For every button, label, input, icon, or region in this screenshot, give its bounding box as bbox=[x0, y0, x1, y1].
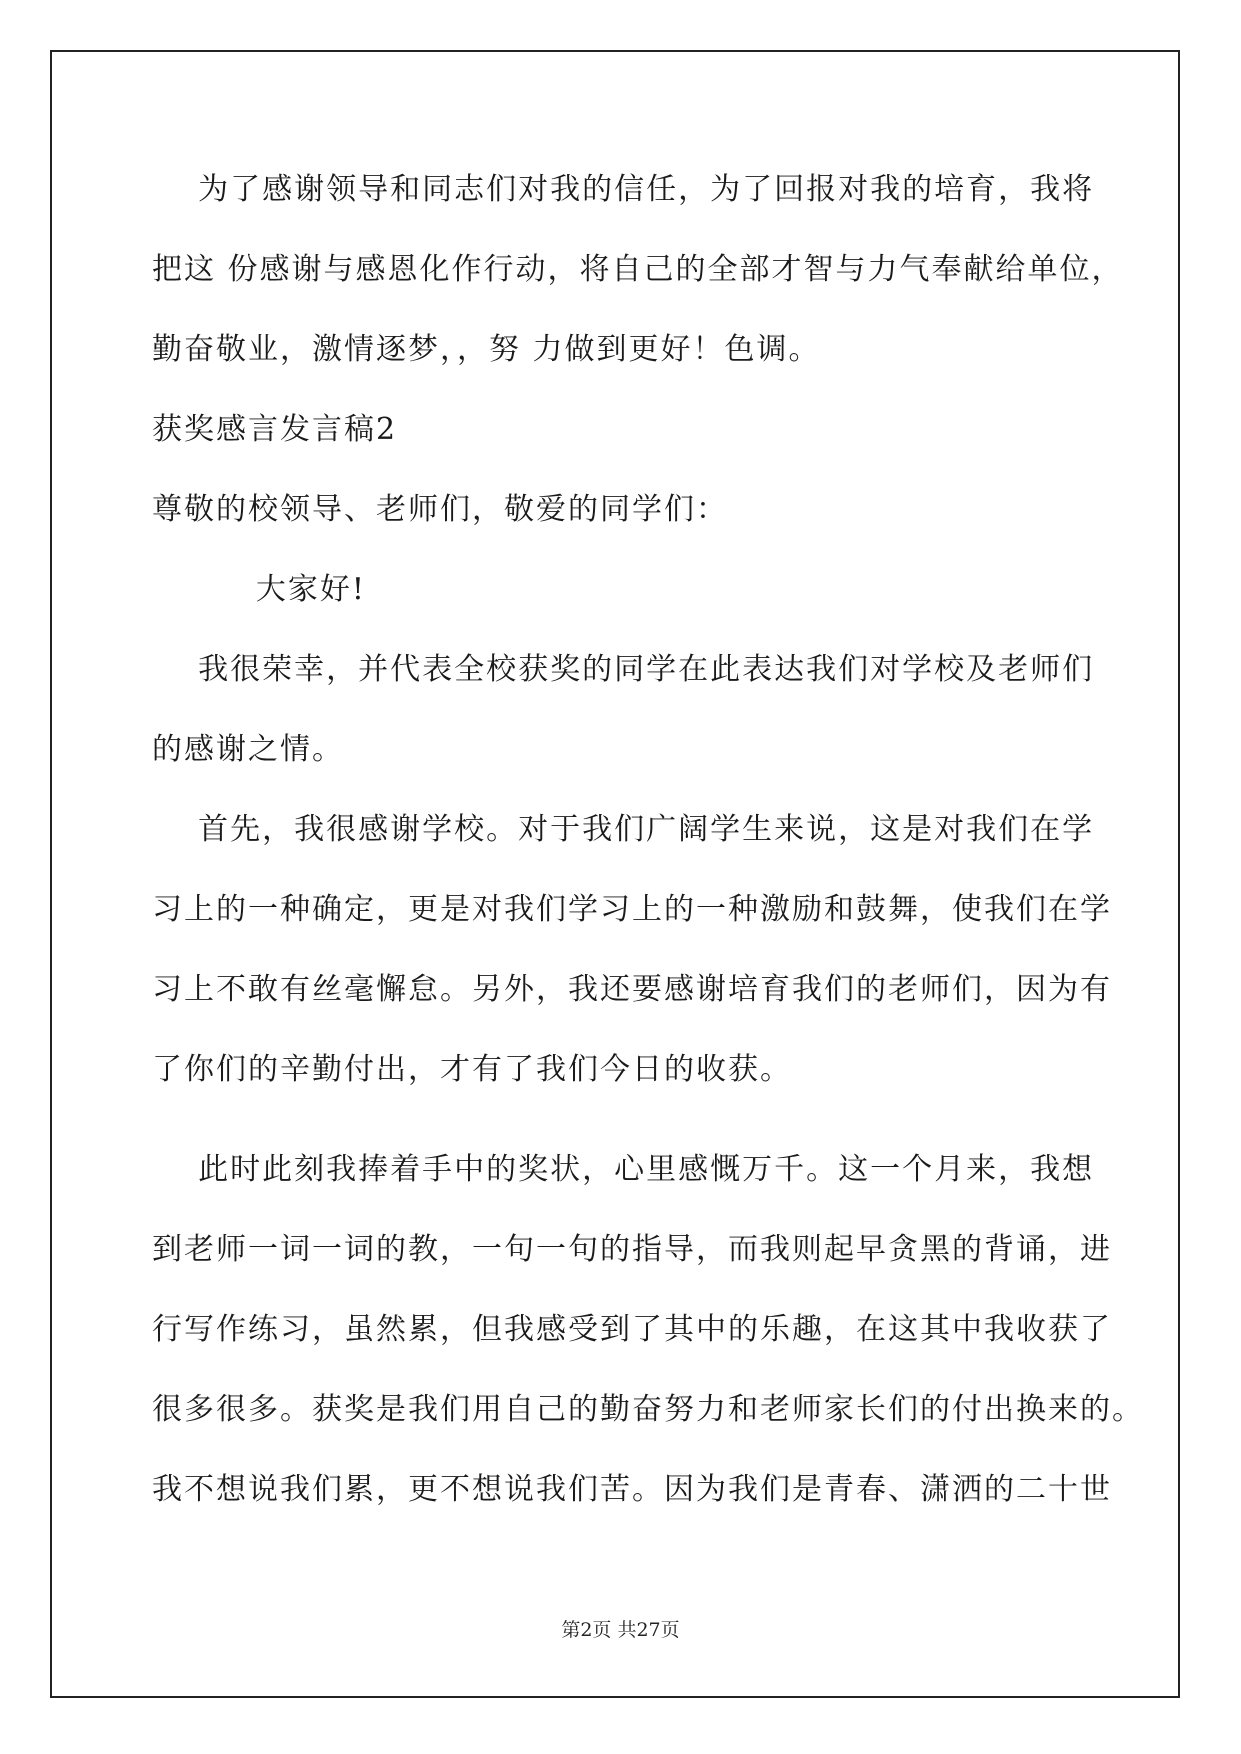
greeting: 大家好! bbox=[152, 572, 366, 607]
text-line-14: 到老师一词一词的教，一句一句的指导，而我则起早贪黑的背诵，进 bbox=[152, 1232, 1112, 1267]
text-line-1: 为了感谢领导和同志们对我的信任，为了回报对我的培育，我将 bbox=[152, 172, 1095, 207]
text-line-15: 行写作练习，虽然累，但我感受到了其中的乐趣，在这其中我收获了 bbox=[152, 1312, 1112, 1347]
text-line-8: 的感谢之情。 bbox=[152, 732, 344, 767]
text-line-7: 我很荣幸，并代表全校获奖的同学在此表达我们对学校及老师们 bbox=[152, 652, 1095, 687]
text-line-17: 我不想说我们累，更不想说我们苦。因为我们是青春、潇洒的二十世 bbox=[152, 1472, 1112, 1507]
page-number-footer: 第2页 共27页 bbox=[561, 1619, 680, 1641]
text-line-9: 首先，我很感谢学校。对于我们广阔学生来说，这是对我们在学 bbox=[152, 812, 1095, 847]
text-line-16: 很多很多。获奖是我们用自己的勤奋努力和老师家长们的付出换来的。 bbox=[152, 1392, 1144, 1427]
text-line-12: 了你们的辛勤付出，才有了我们今日的收获。 bbox=[152, 1052, 792, 1087]
text-line-3: 勤奋敬业，激情逐梦，，努 力做到更好！色调。 bbox=[152, 332, 821, 367]
text-line-10: 习上的一种确定，更是对我们学习上的一种激励和鼓舞，使我们在学 bbox=[152, 892, 1112, 927]
page-border bbox=[50, 50, 1180, 1698]
salutation: 尊敬的校领导、老师们，敬爱的同学们： bbox=[152, 492, 728, 527]
text-line-2: 把这 份感谢与感恩化作行动，将自己的全部才智与力气奉献给单位， bbox=[152, 252, 1124, 287]
text-line-11: 习上不敢有丝毫懈怠。另外，我还要感谢培育我们的老师们，因为有 bbox=[152, 972, 1112, 1007]
section-heading: 获奖感言发言稿2 bbox=[152, 412, 398, 447]
text-line-13: 此时此刻我捧着手中的奖状，心里感慨万千。这一个月来，我想 bbox=[152, 1152, 1095, 1187]
